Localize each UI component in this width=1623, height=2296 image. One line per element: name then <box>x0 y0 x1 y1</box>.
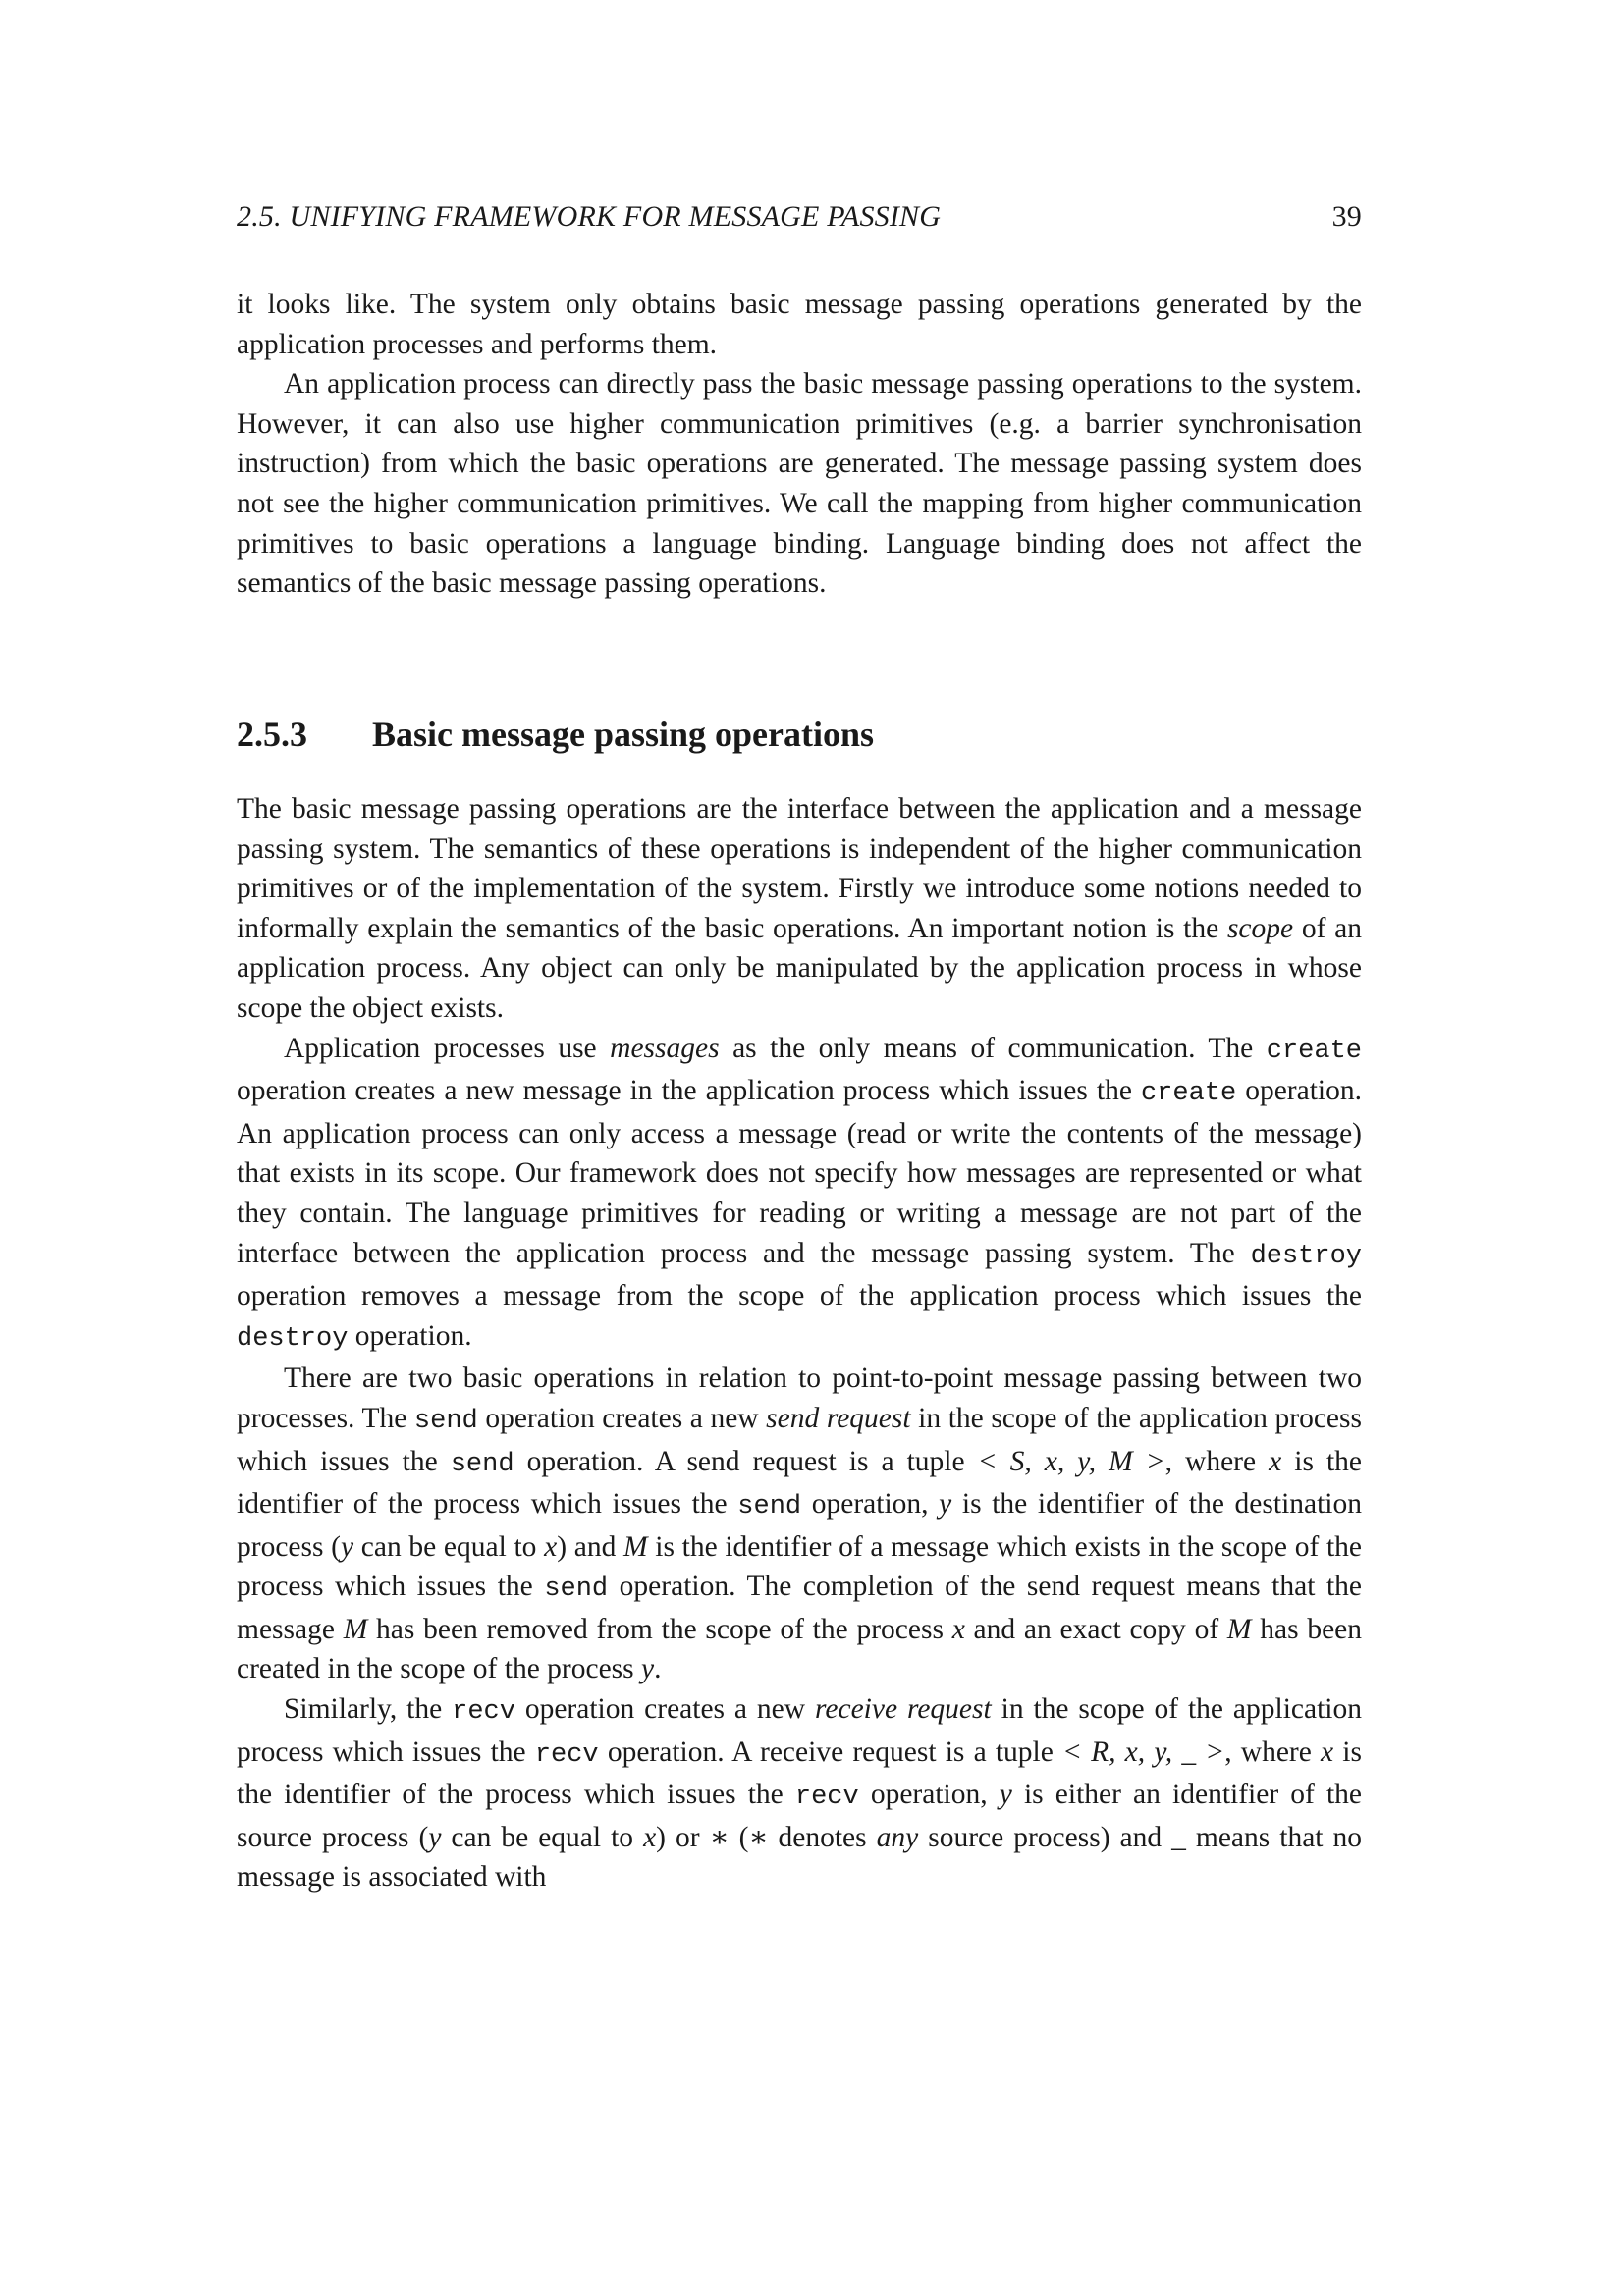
intro-text-block <box>237 285 1362 604</box>
section-number: 2.5.3 <box>237 715 307 754</box>
code-create: create <box>1266 1036 1362 1066</box>
page-number: 39 <box>1331 200 1362 233</box>
section-title: Basic message passing operations <box>372 715 875 754</box>
section-heading <box>237 714 874 755</box>
code-create: create <box>1140 1079 1237 1109</box>
section-body <box>237 789 1362 1897</box>
code-send: send <box>450 1449 514 1479</box>
code-recv: recv <box>534 1739 599 1770</box>
term-scope: scope <box>1226 912 1294 944</box>
code-send: send <box>737 1492 802 1522</box>
math-send-tuple: < S, x, y, M > <box>977 1445 1165 1477</box>
code-send: send <box>413 1406 478 1436</box>
term-send-request: send request <box>766 1402 911 1434</box>
running-header <box>237 200 1362 240</box>
term-any: any <box>876 1821 919 1853</box>
code-destroy: destroy <box>237 1323 349 1354</box>
term-receive-request: receive request <box>815 1693 992 1726</box>
code-destroy: destroy <box>1250 1241 1362 1271</box>
code-recv: recv <box>794 1783 859 1813</box>
paragraph-language-binding: An application process can directly pass the basic message passing operations to the system. However, it can also use higher communication primitives (e.g. a barrier synchronisation instruction) from which the basic operations are generated. The message passing system does not see the higher communication primitives. We call the mapping from higher communication primitives to basic operations a language binding. Language binding does not affect the semantics of the basic message passing operations. <box>237 368 1362 600</box>
paragraph-send: There are two basic operations in relation to point-to-point message passing between two processes. The send operation creates a new send request in the scope of the application process which issues the send operation. A send request is a tuple < S, x, y, M >, where x is the identifier of the process which issues the send operation, y is the identifier of the destination process (y can be equal to x) and M is the identifier of a message which exists in the scope of the process which issues the send operation. The completion of the send request means that the message M has been removed from the scope of the process x and an exact copy of M has been created in the scope of the process y. <box>237 1362 1363 1685</box>
code-recv: recv <box>452 1697 515 1728</box>
paragraph-continuation: it looks like. The system only obtains basic message passing operations generated by the application processes and performs them. <box>237 289 1362 360</box>
running-title: 2.5. UNIFYING FRAMEWORK FOR MESSAGE PASSING <box>237 200 942 233</box>
paragraph-scope: The basic message passing operations are the interface between the application and a message passing system. The semantics of these operations is independent of the higher communication primitives or of the implementation of the system. Firstly we introduce some notions needed to informally explain the semantics of the basic operations. An important notion is the scope of an application process. Any object can only be manipulated by the application process in whose scope the object exists. <box>237 793 1362 1024</box>
term-messages: messages <box>610 1032 720 1064</box>
paragraph-recv: Similarly, the recv operation creates a new receive request in the scope of the application process which issues the recv operation. A receive request is a tuple < R, x, y, _ >, where x is the identifier of the process which issues the recv operation, y is either an identifier of the source process (y can be equal to x) or ∗ (∗ denotes any source process) and _ means that no message is associated with <box>237 1693 1363 1894</box>
paragraph-messages: Application processes use messages as the only means of communication. The create operation creates a new message in the application process which issues the create operation. An application process can only access a message (read or write the contents of the message) that exists in its scope. Our framework does not specify how messages are represented or what they contain. The language primitives for reading or writing a message are not part of the interface between the application process and the message passing system. The destroy operation removes a message from the scope of the application process which issues the destroy operation. <box>237 1032 1362 1354</box>
math-recv-tuple: < R, x, y, _ > <box>1062 1735 1225 1768</box>
code-send: send <box>544 1575 609 1605</box>
